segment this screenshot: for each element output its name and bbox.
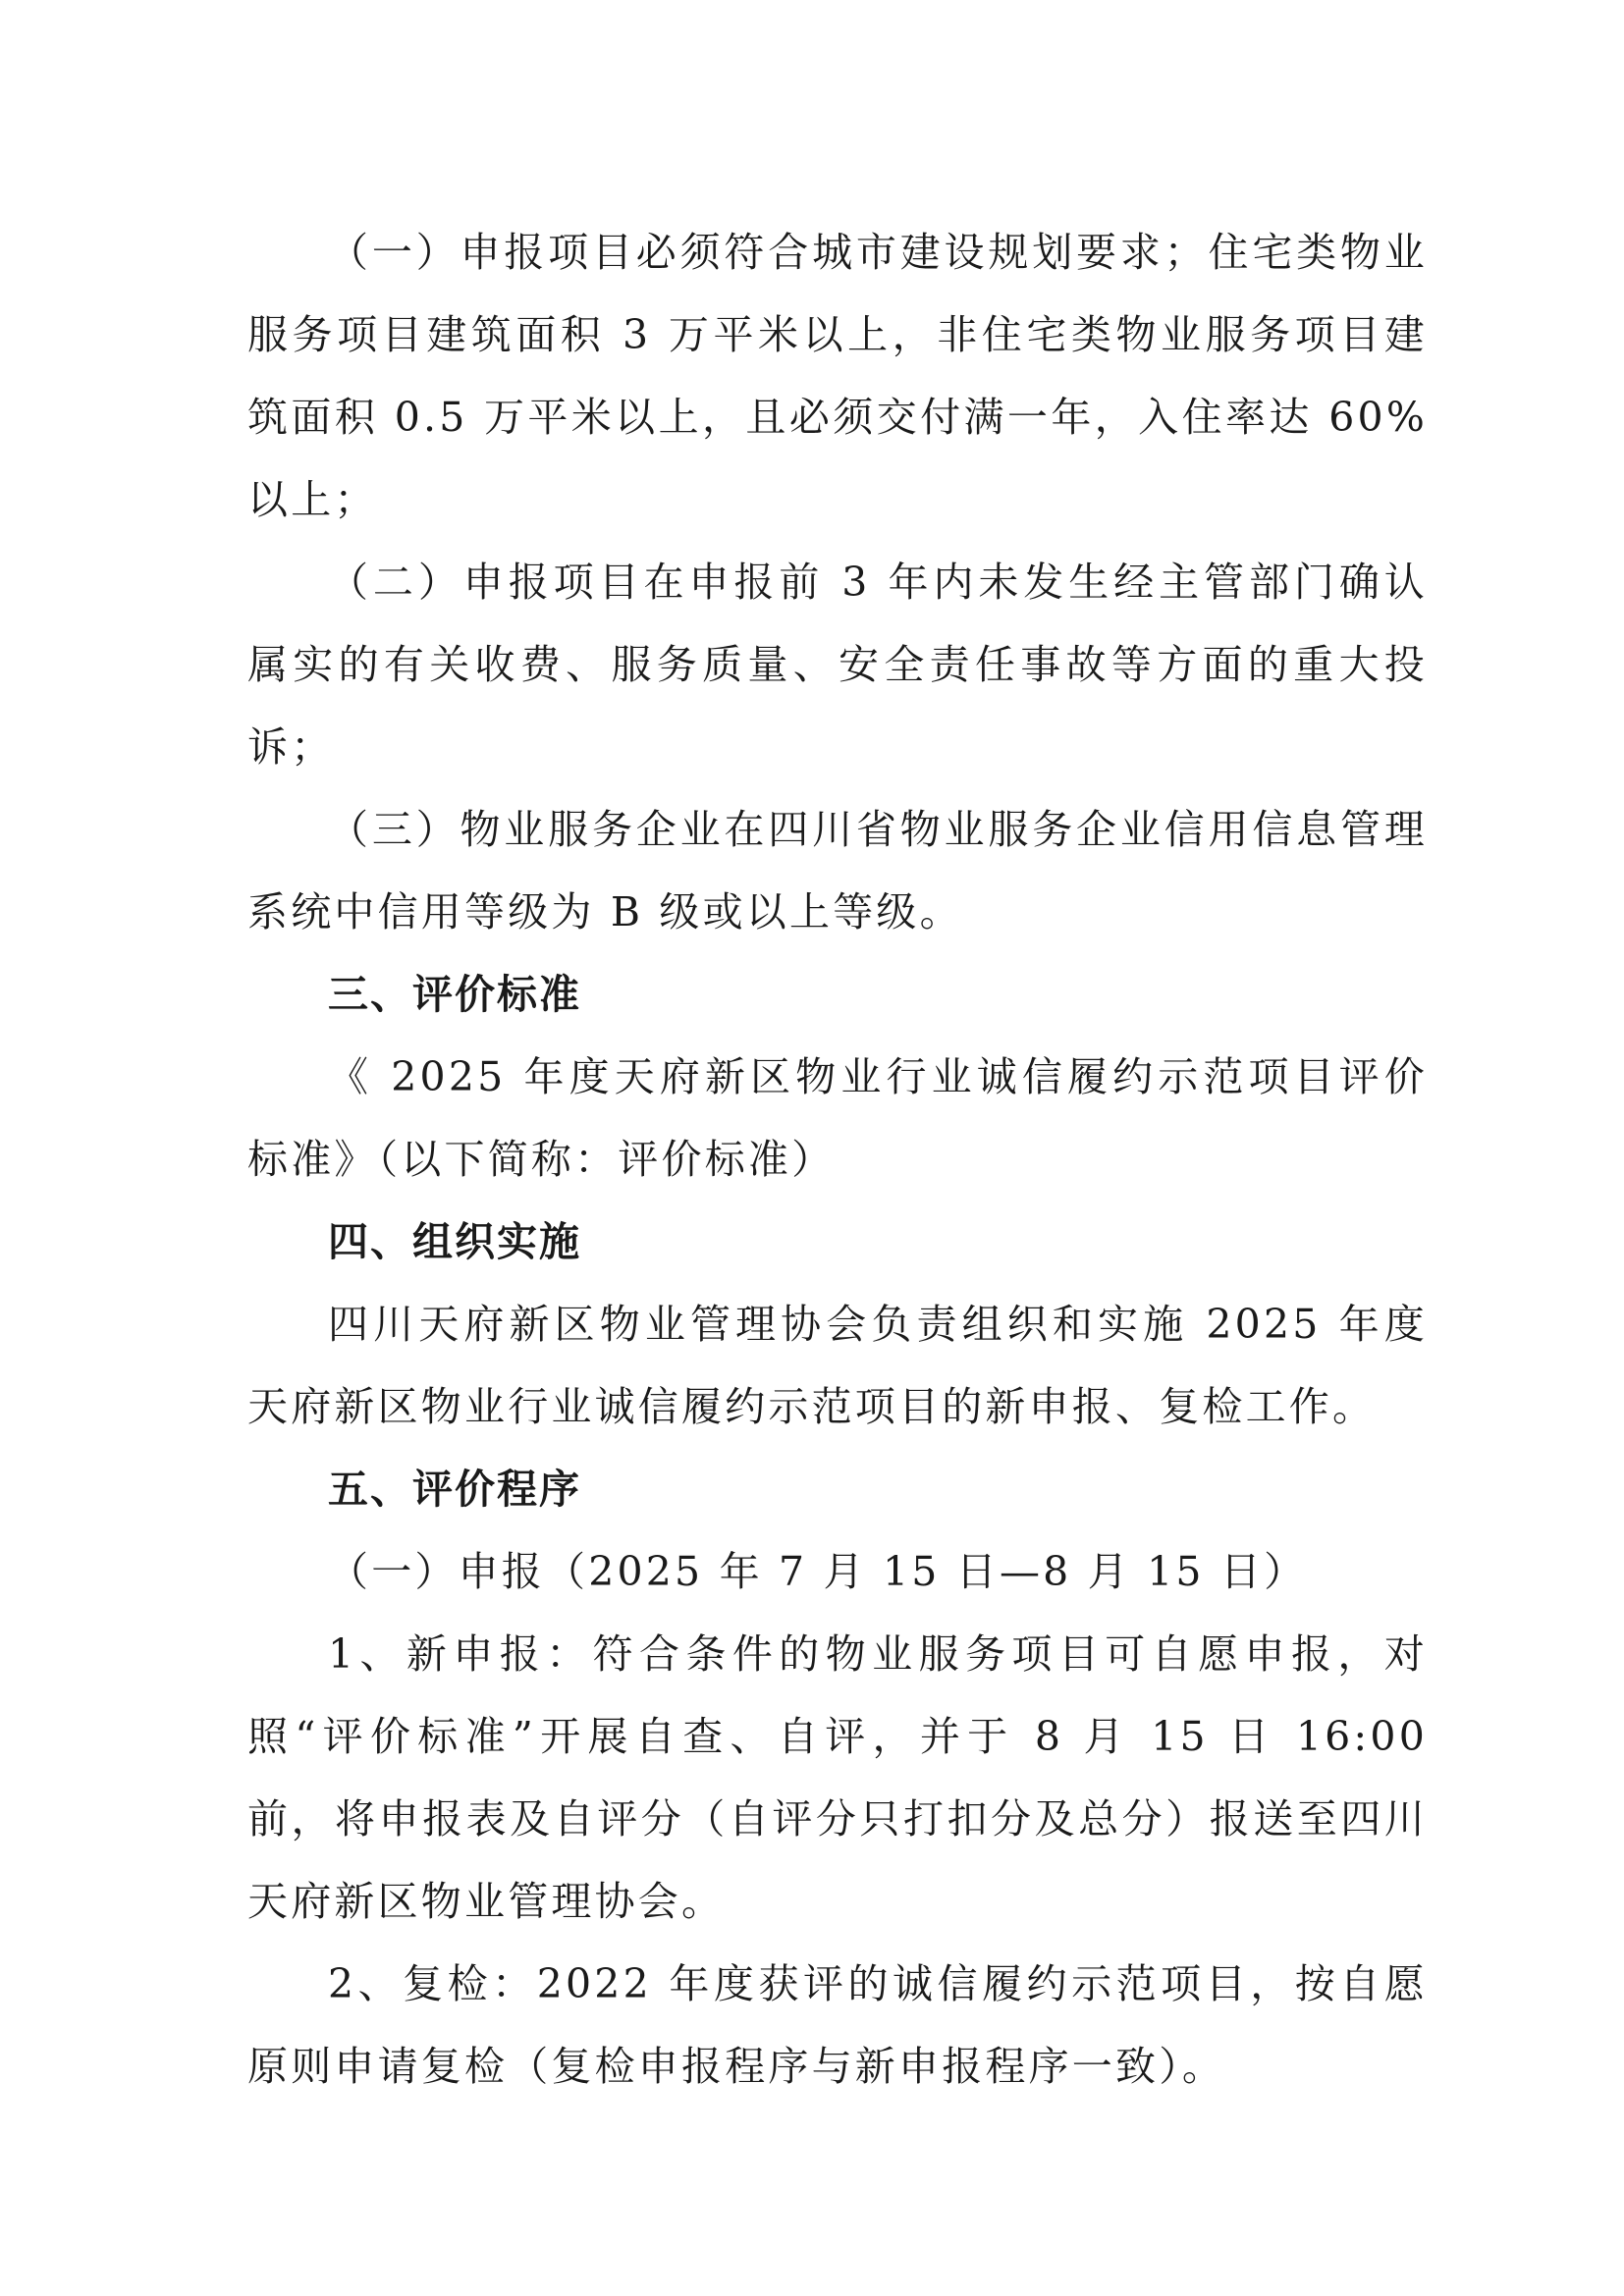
application-period-paragraph: （一）申报（2025 年 7 月 15 日—8 月 15 日） <box>328 1548 1308 1595</box>
section-heading-organization: 四、组织实施 <box>328 1218 581 1265</box>
document-body <box>247 211 1428 2108</box>
section-heading-evaluation-standard: 三、评价标准 <box>328 971 581 1018</box>
organization-paragraph: 四川天府新区物业管理协会负责组织和实施 2025 年度天府新区物业行业诚信履约示范项目的新申报、复检工作。 <box>247 1301 1428 1430</box>
section-heading-evaluation-procedure: 五、评价程序 <box>328 1466 581 1513</box>
clause-1-paragraph: （一）申报项目必须符合城市建设规划要求；住宅类物业服务项目建筑面积 3 万平米以上，非住宅类物业服务项目建筑面积 0.5 万平米以上，且必须交付满一年，入住率达 60%以上； <box>247 229 1428 523</box>
new-application-paragraph: 1、新申报：符合条件的物业服务项目可自愿申报，对照“评价标准”开展自查、自评，并于 8 月 15 日 16:00 前，将申报表及自评分（自评分只打扣分及总分）报送至四川天府新区物业管理协会。 <box>247 1630 1428 1925</box>
clause-2-paragraph: （二）申报项目在申报前 3 年内未发生经主管部门确认属实的有关收费、服务质量、安全责任事故等方面的重大投诉； <box>247 559 1428 771</box>
re-inspection-paragraph: 2、复检：2022 年度获评的诚信履约示范项目，按自愿原则申请复检（复检申报程序与新申报程序一致）。 <box>247 1960 1428 2090</box>
clause-3-paragraph: （三）物业服务企业在四川省物业服务企业信用信息管理系统中信用等级为 B 级或以上等级。 <box>247 806 1428 935</box>
evaluation-standard-paragraph: 《 2025 年度天府新区物业行业诚信履约示范项目评价标准》（以下简称：评价标准） <box>247 1053 1428 1183</box>
